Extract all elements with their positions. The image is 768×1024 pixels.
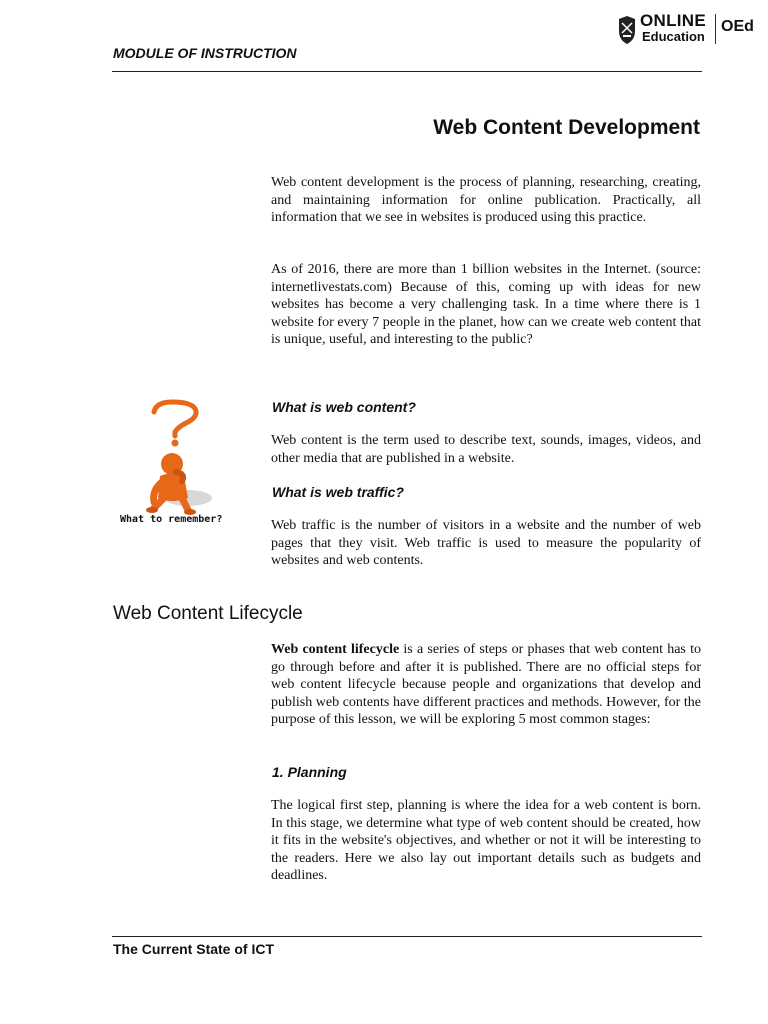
logo-divider bbox=[715, 14, 716, 44]
web-content-heading: What is web content? bbox=[272, 399, 416, 415]
illustration-caption: What to remember? bbox=[120, 514, 223, 525]
planning-heading: 1. Planning bbox=[272, 764, 347, 780]
lifecycle-body: is a series of steps or phases that web content has to go through before and after it is published. There are no official steps for web content lifecycle because people and organizations that develop and publish web contents have different practices and methods. However, for the purpose of this lesson, we will be exploring 5 most common stages: bbox=[271, 642, 701, 728]
page-title: Web Content Development bbox=[433, 116, 700, 139]
web-traffic-body: Web traffic is the number of visitors in a website and the number of web pages that they visit. Web traffic is used to measure the popularity of websites and web contents. bbox=[271, 518, 701, 569]
online-education-logo bbox=[615, 12, 765, 48]
footer-title: The Current State of ICT bbox=[113, 941, 275, 957]
module-label: MODULE OF INSTRUCTION bbox=[113, 45, 297, 61]
footer-divider bbox=[112, 936, 702, 937]
lifecycle-term: Web content lifecycle bbox=[271, 642, 400, 657]
logo-oed-text: OEd bbox=[721, 18, 754, 35]
logo-education-text: Education bbox=[642, 29, 705, 44]
intro-paragraph-2: As of 2016, there are more than 1 billion websites in the Internet. (source: internetlivestats.com) Because of this, coming up with ideas for new websites has become a very challenging task. In a time where there is 1 website for every 7 people in the planet, how can we create web content that is unique, useful, and interesting to the public? bbox=[271, 262, 701, 348]
web-content-body: Web content is the term used to describe text, sounds, images, videos, and other media that are published in a website. bbox=[271, 433, 701, 466]
planning-body: The logical first step, planning is where the idea for a web content is born. In this stage, we determine what type of web content should be created, how it fits in the website's objectives, and whether or not it will be interesting to the readers. Here we also lay out important details such as budgets and deadlines. bbox=[271, 798, 701, 884]
shield-icon bbox=[617, 15, 637, 45]
logo-online-text: ONLINE bbox=[640, 11, 707, 30]
web-traffic-heading: What is web traffic? bbox=[272, 484, 404, 500]
what-to-remember-illustration bbox=[112, 398, 242, 533]
intro-paragraph-1: Web content development is the process of planning, researching, creating, and maintaining information for online publication. Practically, all information that we see in websites is produced using this practice. bbox=[271, 175, 701, 226]
thinking-figure-icon bbox=[112, 398, 242, 533]
lifecycle-paragraph bbox=[271, 641, 701, 729]
header-divider bbox=[112, 71, 702, 72]
section-title-lifecycle: Web Content Lifecycle bbox=[113, 603, 303, 624]
